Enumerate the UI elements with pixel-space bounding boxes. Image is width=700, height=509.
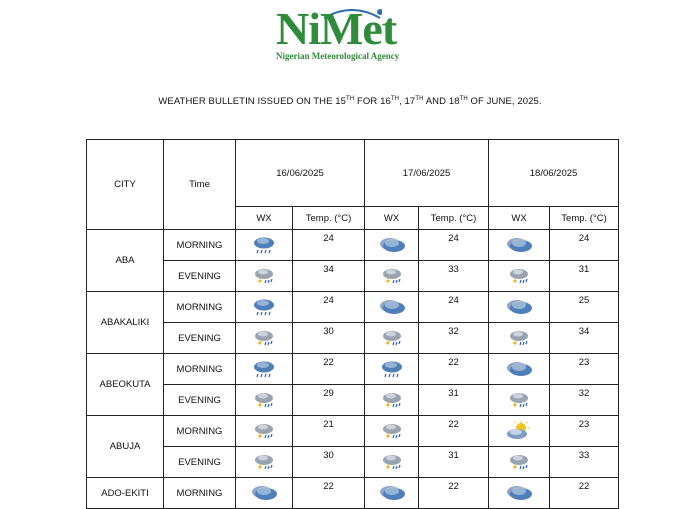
nimet-logo <box>268 4 438 64</box>
weather-cell <box>489 447 550 478</box>
time-of-day: MORNING <box>164 292 236 323</box>
weather-cell <box>489 230 550 261</box>
weather-cell <box>236 292 293 323</box>
time-of-day: MORNING <box>164 230 236 261</box>
header-city: CITY <box>87 140 164 230</box>
thunderstorm-icon <box>249 452 279 472</box>
table-row <box>87 354 619 385</box>
bulletin-title: WEATHER BULLETIN ISSUED ON THE 15TH FOR 16TH, 17TH AND 18TH OF JUNE, 2025. <box>158 96 542 108</box>
cloudy-icon <box>377 483 407 503</box>
weather-cell <box>236 478 293 509</box>
weather-cell <box>489 385 550 416</box>
weather-cell <box>365 354 419 385</box>
thunderstorm-icon <box>377 266 407 286</box>
header-wx: WX <box>489 207 550 230</box>
header-temp: Temp. (°C) <box>550 207 619 230</box>
weather-cell <box>489 261 550 292</box>
weather-cell <box>365 323 419 354</box>
time-of-day: EVENING <box>164 447 236 478</box>
header-wx: WX <box>365 207 419 230</box>
cloudy-icon <box>377 235 407 255</box>
header-date: 17/06/2025 <box>365 140 489 207</box>
temperature-value: 24 <box>293 230 365 261</box>
temperature-value: 23 <box>550 416 619 447</box>
rain-cloud-icon <box>249 235 279 255</box>
city-name: ADO-EKITI <box>87 478 164 509</box>
weather-cell <box>489 292 550 323</box>
rain-cloud-icon <box>249 297 279 317</box>
weather-cell <box>365 261 419 292</box>
temperature-value: 30 <box>293 323 365 354</box>
temperature-value: 22 <box>419 416 489 447</box>
weather-cell <box>236 416 293 447</box>
temperature-value: 22 <box>419 354 489 385</box>
weather-cell <box>236 447 293 478</box>
rain-cloud-icon <box>249 359 279 379</box>
cloudy-icon <box>504 359 534 379</box>
table-row <box>87 447 619 478</box>
rain-cloud-icon <box>377 359 407 379</box>
header-temp: Temp. (°C) <box>293 207 365 230</box>
temperature-value: 24 <box>419 230 489 261</box>
time-of-day: EVENING <box>164 323 236 354</box>
weather-cell <box>365 385 419 416</box>
temperature-value: 22 <box>550 478 619 509</box>
cloudy-icon <box>504 235 534 255</box>
thunderstorm-icon <box>504 328 534 348</box>
table-row <box>87 385 619 416</box>
table-row <box>87 261 619 292</box>
table-row <box>87 292 619 323</box>
weather-cell <box>365 447 419 478</box>
temperature-value: 31 <box>419 385 489 416</box>
temperature-value: 24 <box>293 292 365 323</box>
city-name: ABEOKUTA <box>87 354 164 416</box>
time-of-day: MORNING <box>164 416 236 447</box>
thunderstorm-icon <box>504 266 534 286</box>
cloudy-icon <box>504 483 534 503</box>
temperature-value: 24 <box>550 230 619 261</box>
time-of-day: MORNING <box>164 478 236 509</box>
cloudy-icon <box>377 297 407 317</box>
weather-cell <box>489 323 550 354</box>
temperature-value: 21 <box>293 416 365 447</box>
temperature-value: 22 <box>293 354 365 385</box>
time-of-day: EVENING <box>164 385 236 416</box>
thunderstorm-icon <box>377 421 407 441</box>
temperature-value: 33 <box>550 447 619 478</box>
thunderstorm-icon <box>377 328 407 348</box>
thunderstorm-icon <box>504 390 534 410</box>
temperature-value: 32 <box>419 323 489 354</box>
temperature-value: 30 <box>293 447 365 478</box>
header-temp: Temp. (°C) <box>419 207 489 230</box>
weather-cell <box>236 354 293 385</box>
temperature-value: 31 <box>550 261 619 292</box>
temperature-value: 23 <box>550 354 619 385</box>
header-time: Time <box>164 140 236 230</box>
weather-cell <box>489 354 550 385</box>
weather-cell <box>236 323 293 354</box>
weather-cell <box>236 385 293 416</box>
temperature-value: 29 <box>293 385 365 416</box>
thunderstorm-icon <box>249 390 279 410</box>
header-date: 16/06/2025 <box>236 140 365 207</box>
weather-cell <box>236 230 293 261</box>
thunderstorm-icon <box>377 452 407 472</box>
header-wx: WX <box>236 207 293 230</box>
thunderstorm-icon <box>249 266 279 286</box>
thunderstorm-icon <box>249 328 279 348</box>
table-row <box>87 478 619 509</box>
weather-cell <box>236 261 293 292</box>
weather-cell <box>489 416 550 447</box>
weather-cell <box>365 292 419 323</box>
time-of-day: EVENING <box>164 261 236 292</box>
temperature-value: 25 <box>550 292 619 323</box>
thunderstorm-icon <box>377 390 407 410</box>
thunderstorm-icon <box>249 421 279 441</box>
forecast-table <box>86 139 619 509</box>
temperature-value: 31 <box>419 447 489 478</box>
thunderstorm-icon <box>504 452 534 472</box>
logo-subtitle: Nigerian Meteorological Agency <box>276 51 400 61</box>
weather-cell <box>365 230 419 261</box>
temperature-value: 22 <box>419 478 489 509</box>
cloudy-icon <box>504 297 534 317</box>
temperature-value: 34 <box>293 261 365 292</box>
partly-sunny-icon <box>504 421 534 441</box>
time-of-day: MORNING <box>164 354 236 385</box>
table-row <box>87 416 619 447</box>
table-row <box>87 323 619 354</box>
table-row <box>87 230 619 261</box>
weather-cell <box>489 478 550 509</box>
city-name: ABUJA <box>87 416 164 478</box>
temperature-value: 33 <box>419 261 489 292</box>
city-name: ABA <box>87 230 164 292</box>
temperature-value: 34 <box>550 323 619 354</box>
temperature-value: 24 <box>419 292 489 323</box>
logo-text: NiMet <box>276 3 397 54</box>
weather-cell <box>365 478 419 509</box>
weather-cell <box>365 416 419 447</box>
temperature-value: 32 <box>550 385 619 416</box>
temperature-value: 22 <box>293 478 365 509</box>
header-date: 18/06/2025 <box>489 140 619 207</box>
cloudy-icon <box>249 483 279 503</box>
city-name: ABAKALIKI <box>87 292 164 354</box>
